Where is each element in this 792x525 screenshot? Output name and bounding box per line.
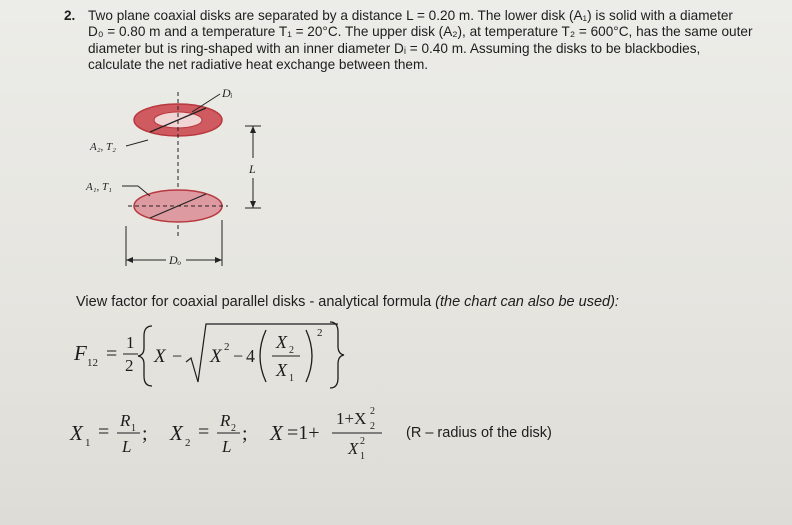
problem-line: Two plane coaxial disks are separated by a distance L = 0.20 m. The lower disk (A₁) is solid with a diameter	[88, 8, 733, 23]
x1-lhs: X	[70, 421, 83, 445]
a1-leader-line-2	[138, 186, 150, 196]
definitions-formula	[60, 396, 760, 466]
radius-note: (R – radius of the disk)	[406, 425, 552, 441]
do-arrow-left	[126, 257, 133, 263]
r1-num: R	[120, 411, 131, 430]
x-den-sub: 1	[360, 451, 365, 462]
l-arrow-up	[250, 126, 256, 133]
left-brace	[138, 326, 152, 386]
problem-text	[88, 8, 784, 74]
r2-num: R	[220, 411, 231, 430]
frac-x1: X	[276, 360, 287, 380]
x-lhs: X	[270, 421, 283, 445]
right-paren	[306, 330, 312, 382]
l-arrow-down	[250, 201, 256, 208]
problem-line: D₀ = 0.80 m and a temperature T₁ = 20°C. The upper disk (A₂), at temperature T₂ = 600°C, has the same outer	[88, 24, 753, 40]
f12-subscript: 12	[87, 357, 98, 369]
x-num-sub: 2	[370, 421, 375, 432]
label-do: Dₒ	[169, 253, 182, 267]
problem-line: calculate the net radiative heat exchange between them.	[88, 57, 429, 73]
label-l: L	[249, 162, 256, 176]
x-var: X	[154, 346, 166, 367]
coaxial-disks-figure	[80, 86, 280, 276]
left-paren	[260, 330, 266, 382]
x-inner-sq: 2	[224, 341, 230, 353]
view-factor-note: (the chart can also be used):	[435, 294, 619, 310]
x-den: X	[348, 439, 359, 458]
r2-num-sub: 2	[231, 423, 236, 434]
semi-1: ;	[142, 423, 148, 445]
f12-equals: =	[106, 343, 118, 365]
view-factor-heading	[76, 294, 619, 310]
x1-lhs-sub: 1	[85, 437, 91, 449]
do-arrow-right	[215, 257, 222, 263]
problem-line: diameter but is ring-shaped with an inner diameter Dᵢ = 0.40 m. Assuming the disks to be blackbodies,	[88, 40, 701, 56]
x2-lhs: X	[170, 421, 183, 445]
f12-symbol: F	[74, 341, 87, 365]
frac-x2-sub: 2	[289, 345, 294, 356]
half-num: 1	[126, 333, 135, 352]
semi-2: ;	[242, 423, 248, 445]
frac-x2: X	[276, 332, 287, 352]
x2-eq: =	[198, 421, 210, 443]
x1-eq: =	[98, 421, 110, 443]
paren-sq: 2	[317, 327, 323, 339]
x-den-sq: 2	[360, 436, 365, 447]
x1-den: L	[122, 437, 132, 456]
r1-num-sub: 1	[131, 423, 136, 434]
frac-x1-sub: 1	[289, 373, 294, 384]
x-var-inner: X	[210, 346, 222, 367]
half-den: 2	[125, 356, 134, 375]
x2-lhs-sub: 2	[185, 437, 191, 449]
x-num-sq: 2	[370, 406, 375, 417]
x-num: 1+X	[336, 409, 367, 428]
x2-den: L	[222, 437, 232, 456]
view-factor-formula	[60, 318, 480, 392]
x-eq-one-plus: =1+	[287, 422, 320, 444]
four: 4	[246, 346, 255, 366]
right-brace	[330, 322, 344, 388]
minus-2: −	[233, 346, 244, 366]
view-factor-title: View factor for coaxial parallel disks - analytical formula	[76, 294, 436, 310]
minus-1: −	[172, 346, 183, 366]
problem-number: 2.	[64, 8, 76, 23]
label-a1: A₁, T₁	[86, 181, 112, 193]
a2-leader-line	[126, 140, 148, 146]
label-a2: A₂, T₂	[90, 141, 116, 153]
label-di: Dᵢ	[222, 86, 233, 100]
